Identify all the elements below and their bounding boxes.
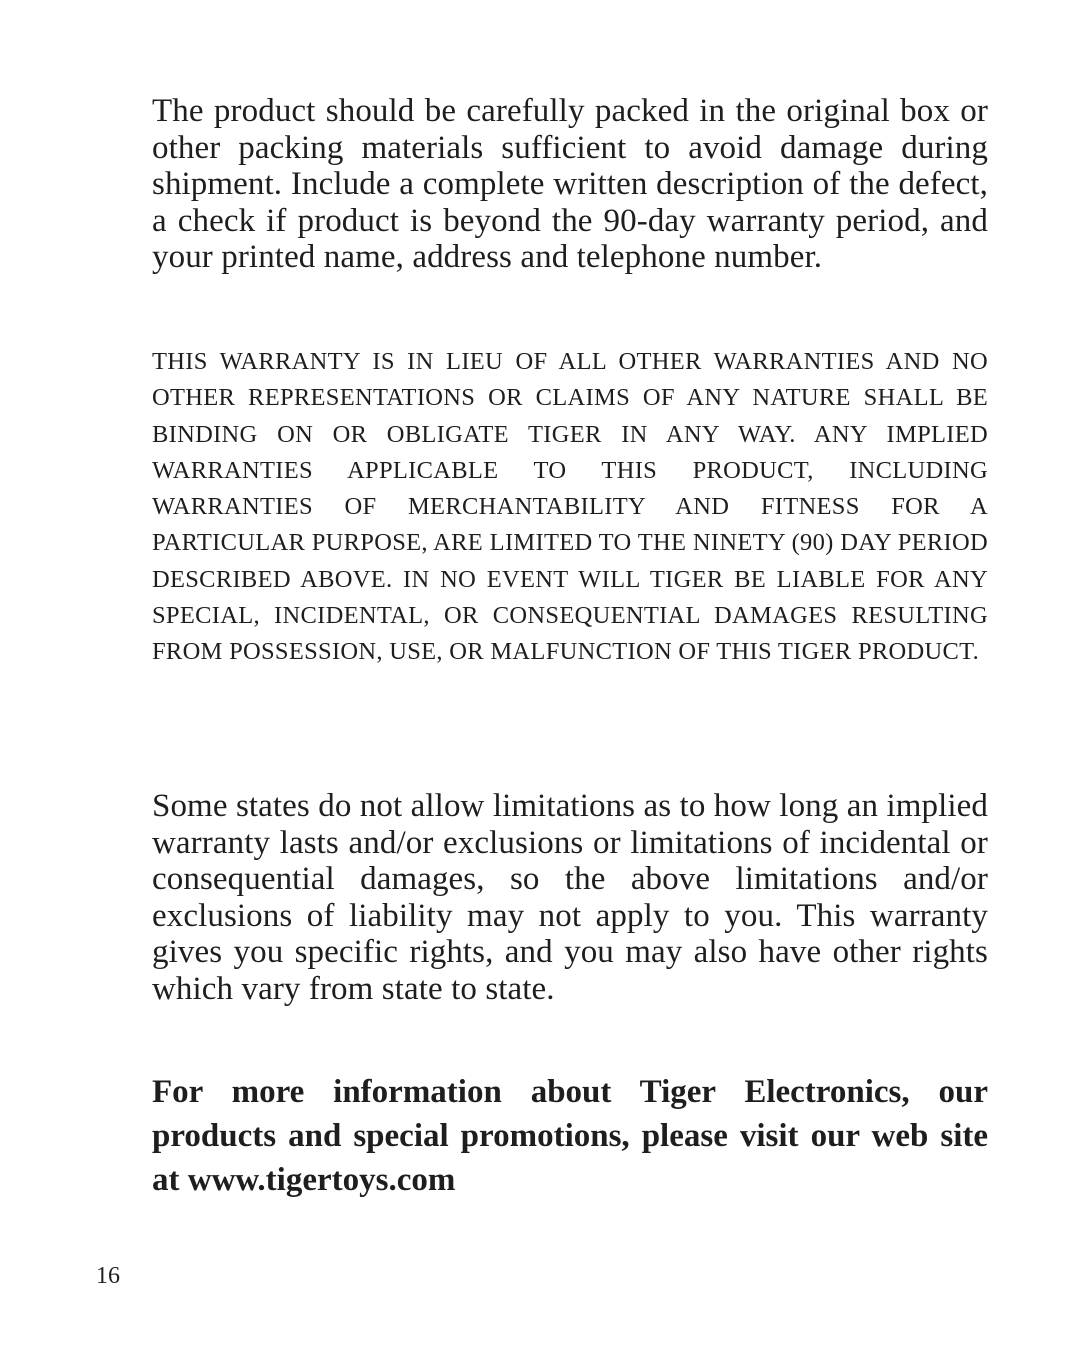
more-information-paragraph: For more information about Tiger Electronics, our products and special promotions, please visit our web site at www.tigertoys.com xyxy=(152,1074,988,1198)
state-rights-paragraph: Some states do not allow limitations as to how long an implied warranty lasts and/or exclusions or limitations of incidental or consequential damages, so the above limitations and/or exclusions of liability may not apply to you. This warranty gives you specific rights, and you may also have other rights which vary from state to state. xyxy=(152,788,988,1007)
warranty-disclaimer-paragraph: THIS WARRANTY IS IN LIEU OF ALL OTHER WARRANTIES AND NO OTHER REPRESENTATIONS OR CLAIMS OF ANY NATURE SHALL BE BINDING ON OR OBLIGATE TIGER IN ANY WAY. ANY IMPLIED WARRANTIES APPLICABLE TO THIS PRODUCT, INCLUDING WARRANTIES OF MERCHANTABILITY AND FITNESS FOR A PARTICULAR PURPOSE, ARE LIMITED TO THE NINETY (90) DAY PERIOD DESCRIBED ABOVE. IN NO EVENT WILL TIGER BE LIABLE FOR ANY SPECIAL, INCIDENTAL, OR CONSEQUENTIAL DAMAGES RESULTING FROM POSSESSION, USE, OR MALFUNCTION OF THIS TIGER PRODUCT. xyxy=(152,348,988,666)
page-number: 16 xyxy=(96,1263,120,1289)
packing-instructions-paragraph: The product should be carefully packed in the original box or other packing materials sufficient to avoid damage during shipment. Include a complete written description of the defect, a check if product is beyond the 90-day warranty period, and your printed name, address and telephone number. xyxy=(152,93,988,275)
